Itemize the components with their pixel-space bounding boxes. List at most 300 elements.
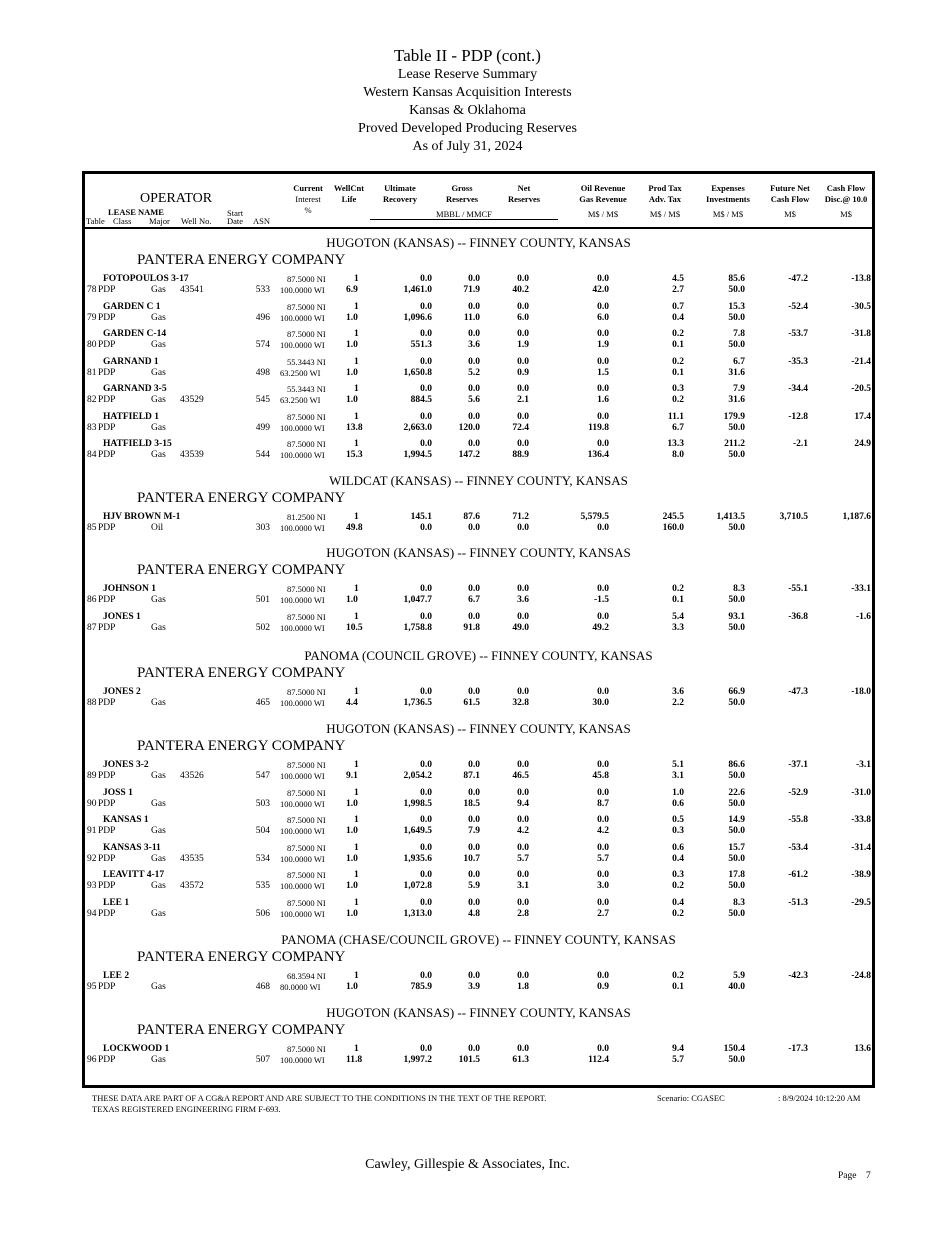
net-reserves-value: 0.0 [517, 1044, 529, 1054]
discounted-cash-flow: -29.5 [851, 897, 871, 908]
net-reserves-value: 0.0 [517, 611, 529, 622]
net-reserves-value: 2.8 [517, 908, 529, 919]
net-reserves-value: 0.0 [517, 411, 529, 422]
discounted-cash-flow: 17.4 [854, 411, 871, 422]
header-divider [82, 227, 875, 229]
discounted-cash-flow: -31.4 [851, 842, 871, 853]
major: Gas [151, 285, 166, 295]
life: 10.5 [346, 622, 363, 633]
tax-value: 0.5 [672, 815, 684, 825]
well-count: 1 [354, 971, 359, 981]
well-number: 43541 [180, 285, 204, 295]
section-heading: HUGOTON (KANSAS) -- FINNEY COUNTY, KANSAS [326, 721, 631, 736]
class: PDP [98, 798, 116, 809]
well-count: 1 [354, 870, 359, 880]
table-number: 83 [87, 422, 97, 433]
revenue-value: 0.0 [597, 760, 609, 770]
tax-value: 5.1 [672, 760, 684, 770]
revenue-value: 1.9 [597, 340, 609, 350]
revenue-value: 0.9 [597, 982, 609, 992]
discounted-cash-flow: -18.0 [851, 687, 871, 697]
discounted-cash-flow: -20.5 [851, 384, 871, 394]
gross-reserves-value: 6.7 [468, 595, 480, 605]
discounted-cash-flow: -30.5 [851, 301, 871, 312]
gross-reserves-value: 0.0 [468, 356, 480, 367]
tax-value: 0.4 [672, 312, 684, 323]
revenue-value: 119.8 [588, 422, 609, 433]
ultimate-recovery-value: 1,461.0 [403, 285, 432, 295]
well-count: 1 [354, 301, 359, 312]
tax-value: 0.2 [672, 395, 684, 405]
life: 1.0 [346, 982, 358, 992]
future-net-cash-flow: 3,710.5 [779, 512, 808, 522]
lease-name: KANSAS 1 [103, 815, 149, 825]
major: Gas [151, 853, 166, 864]
net-interest: 87.5000 NI [287, 274, 326, 284]
ultimate-recovery-value: 2,054.2 [403, 771, 432, 781]
operator-header: OPERATOR [140, 191, 213, 206]
net-reserves-value: 61.3 [512, 1055, 529, 1065]
well-count: 1 [354, 842, 359, 853]
expenses-value: 22.6 [728, 787, 745, 798]
net-reserves-value: 3.6 [517, 595, 529, 605]
ultimate-recovery-value: 0.0 [420, 523, 432, 533]
ultimate-recovery-value: 1,649.5 [403, 826, 432, 836]
revenue-value: 0.0 [597, 971, 609, 981]
lease-name: HATFIELD 3-15 [103, 439, 172, 449]
tax-value: 5.7 [672, 1055, 684, 1065]
ultimate-recovery-value: 1,313.0 [403, 908, 432, 919]
net-reserves-value: 3.1 [517, 881, 529, 891]
asn: 303 [255, 523, 270, 533]
tax-value: 0.7 [672, 301, 684, 312]
well-count: 1 [354, 815, 359, 825]
lease-name: JONES 2 [103, 687, 141, 697]
gross-reserves-header: Gross Reserves [445, 183, 479, 204]
net-reserves-value: 9.4 [517, 798, 529, 809]
ultimate-recovery-value: 1,096.6 [403, 312, 432, 323]
net-reserves-value: 0.0 [517, 971, 529, 981]
current-interest-header: Current Interest % [293, 183, 323, 215]
well-count: 1 [354, 356, 359, 367]
ultimate-recovery-value: 1,758.8 [403, 622, 432, 633]
well-number: 43526 [180, 771, 204, 781]
revenue-value: 0.0 [597, 1044, 609, 1054]
net-reserves-value: 72.4 [512, 422, 529, 433]
expenses-value: 86.6 [728, 760, 745, 770]
future-net-cash-flow: -52.9 [788, 787, 808, 798]
net-interest: 87.5000 NI [287, 439, 326, 449]
ultimate-recovery-value: 0.0 [420, 787, 432, 798]
asn-header: ASN [253, 216, 271, 226]
expenses-value: 50.0 [728, 422, 745, 433]
expenses-value: 50.0 [728, 798, 745, 809]
gross-reserves-value: 7.9 [468, 826, 480, 836]
future-net-cash-flow: -52.4 [788, 301, 808, 312]
asn: 535 [255, 881, 270, 891]
table-number: 80 [87, 340, 97, 350]
net-interest: 87.5000 NI [287, 897, 326, 908]
expenses-investments-header: Expenses Investments M$ / M$ [706, 183, 750, 219]
class: PDP [98, 853, 116, 864]
major: Gas [151, 450, 166, 460]
lease-name: GARNAND 1 [103, 356, 159, 367]
table-number: 92 [87, 853, 97, 864]
working-interest: 80.0000 WI [280, 982, 321, 992]
start-header: Start [227, 208, 244, 218]
life: 1.0 [346, 853, 358, 864]
life: 1.0 [346, 881, 358, 891]
company-name: PANTERA ENERGY COMPANY [137, 490, 346, 506]
working-interest: 100.0000 WI [280, 622, 325, 633]
tax-value: 0.1 [672, 595, 684, 605]
net-reserves-value: 0.0 [517, 815, 529, 825]
class: PDP [98, 698, 116, 708]
revenue-value: 112.4 [588, 1055, 609, 1065]
section-heading: HUGOTON (KANSAS) -- FINNEY COUNTY, KANSAS [326, 1005, 631, 1020]
gross-reserves-value: 147.2 [458, 450, 480, 460]
gross-reserves-value: 0.0 [468, 329, 480, 339]
net-reserves-value: 2.1 [517, 395, 529, 405]
working-interest: 100.0000 WI [280, 595, 325, 605]
life: 1.0 [346, 395, 358, 405]
lease-name: LEE 1 [103, 897, 130, 908]
gross-reserves-value: 0.0 [468, 971, 480, 981]
future-net-cash-flow: -2.1 [792, 439, 808, 449]
header-line: Kansas & Oklahoma [409, 103, 526, 118]
page-number: Page 7 [838, 1171, 871, 1181]
gross-reserves-value: 0.0 [468, 439, 480, 449]
net-interest: 87.5000 NI [287, 329, 326, 339]
table-number: 94 [87, 908, 97, 919]
revenue-value: 49.2 [592, 622, 609, 633]
future-net-cash-flow: -47.3 [788, 687, 808, 697]
expenses-value: 66.9 [728, 687, 745, 697]
expenses-value: 50.0 [728, 853, 745, 864]
report-title: Table II - PDP (cont.) [394, 46, 541, 65]
revenue-value: 5,579.5 [580, 512, 609, 522]
tax-value: 0.2 [672, 971, 684, 981]
life: 1.0 [346, 367, 358, 378]
working-interest: 100.0000 WI [280, 908, 325, 919]
major: Oil [151, 523, 164, 533]
well-number: 43529 [180, 395, 204, 405]
revenue-value: 5.7 [597, 853, 609, 864]
gross-reserves-value: 0.0 [468, 611, 480, 622]
tax-value: 0.6 [672, 798, 684, 809]
expenses-value: 50.0 [728, 826, 745, 836]
class: PDP [98, 826, 116, 836]
ultimate-recovery-value: 1,998.5 [403, 798, 432, 809]
asn: 547 [255, 771, 270, 781]
expenses-value: 5.9 [733, 971, 745, 981]
expenses-value: 7.8 [733, 329, 745, 339]
expenses-value: 50.0 [728, 908, 745, 919]
table-number: 93 [87, 881, 97, 891]
gross-reserves-value: 3.6 [468, 340, 480, 350]
lease-name: JOSS 1 [103, 787, 133, 798]
future-net-cash-flow: -42.3 [788, 971, 808, 981]
life: 1.0 [346, 826, 358, 836]
revenue-value: 6.0 [597, 312, 609, 323]
well-count: 1 [354, 329, 359, 339]
ultimate-recovery-value: 2,663.0 [403, 422, 432, 433]
expenses-value: 85.6 [728, 274, 745, 284]
gross-reserves-value: 18.5 [463, 798, 480, 809]
gross-reserves-value: 101.5 [458, 1055, 480, 1065]
expenses-value: 8.3 [733, 897, 745, 908]
asn: 506 [255, 908, 270, 919]
lease-name: JOHNSON 1 [103, 584, 157, 594]
life: 49.8 [346, 523, 363, 533]
prod-adv-tax-header: Prod Tax Adv. Tax M$ / M$ [648, 183, 682, 219]
ultimate-recovery-value: 0.0 [420, 815, 432, 825]
expenses-value: 1,413.5 [716, 512, 745, 522]
lease-name: FOTOPOULOS 3-17 [103, 274, 189, 284]
net-reserves-value: 0.0 [517, 356, 529, 367]
life: 15.3 [346, 450, 363, 460]
major: Gas [151, 798, 166, 809]
expenses-value: 7.9 [733, 384, 745, 394]
company-name: PANTERA ENERGY COMPANY [137, 738, 346, 754]
tax-value: 2.2 [672, 698, 684, 708]
revenue-value: 0.0 [597, 274, 609, 284]
net-interest: 87.5000 NI [287, 870, 326, 880]
revenue-value: 0.0 [597, 584, 609, 594]
future-net-cash-flow: -34.4 [788, 384, 808, 394]
ultimate-recovery-value: 0.0 [420, 842, 432, 853]
major: Gas [151, 367, 166, 378]
tax-value: 1.0 [672, 787, 684, 798]
firm-registration: TEXAS REGISTERED ENGINEERING FIRM F-693. [92, 1104, 281, 1114]
class-header: Class [113, 216, 132, 226]
gross-reserves-value: 87.6 [463, 512, 480, 522]
tax-value: 245.5 [662, 512, 684, 522]
discounted-cash-flow: 1,187.6 [842, 512, 871, 522]
asn: 468 [255, 982, 270, 992]
class: PDP [98, 523, 116, 533]
ultimate-recovery-value: 0.0 [420, 584, 432, 594]
section-heading: HUGOTON (KANSAS) -- FINNEY COUNTY, KANSAS [326, 235, 631, 250]
working-interest: 100.0000 WI [280, 450, 325, 460]
revenue-value: 0.0 [597, 439, 609, 449]
net-reserves-value: 0.0 [517, 760, 529, 770]
major: Gas [151, 908, 166, 919]
revenue-value: 0.0 [597, 523, 609, 533]
ultimate-recovery-value: 884.5 [410, 395, 432, 405]
gross-reserves-value: 120.0 [458, 422, 480, 433]
company-name: PANTERA ENERGY COMPANY [137, 252, 346, 268]
class: PDP [98, 395, 116, 405]
revenue-value: 1.5 [597, 367, 609, 378]
net-interest: 87.5000 NI [287, 301, 326, 312]
well-count: 1 [354, 384, 359, 394]
net-reserves-value: 88.9 [512, 450, 529, 460]
class: PDP [98, 595, 116, 605]
tax-value: 0.3 [672, 870, 684, 880]
net-reserves-value: 0.0 [517, 787, 529, 798]
expenses-value: 8.3 [733, 584, 745, 594]
working-interest: 100.0000 WI [280, 698, 325, 708]
gross-reserves-value: 0.0 [468, 301, 480, 312]
asn: 533 [255, 285, 270, 295]
company-name: PANTERA ENERGY COMPANY [137, 949, 346, 965]
class: PDP [98, 771, 116, 781]
well-count: 1 [354, 512, 359, 522]
well-count: 1 [354, 611, 359, 622]
expenses-value: 50.0 [728, 523, 745, 533]
class: PDP [98, 340, 116, 350]
major: Gas [151, 622, 166, 633]
table-number: 96 [87, 1055, 97, 1065]
discounted-cash-flow: 24.9 [854, 439, 871, 449]
discounted-cash-flow: -33.8 [851, 815, 871, 825]
class: PDP [98, 982, 116, 992]
net-interest: 87.5000 NI [287, 1044, 326, 1054]
future-net-cash-flow: -12.8 [788, 411, 808, 422]
table-number: 88 [87, 698, 97, 708]
tax-value: 0.2 [672, 584, 684, 594]
expenses-value: 15.3 [728, 301, 745, 312]
working-interest: 63.2500 WI [280, 367, 321, 378]
future-net-cash-flow: -55.8 [788, 815, 808, 825]
major: Gas [151, 422, 166, 433]
major: Gas [151, 982, 166, 992]
net-reserves-value: 1.9 [517, 340, 529, 350]
major: Gas [151, 771, 166, 781]
asn: 534 [255, 853, 270, 864]
net-reserves-value: 6.0 [517, 312, 529, 323]
table-number: 87 [87, 622, 97, 633]
discounted-cash-flow: -21.4 [851, 356, 871, 367]
tax-value: 0.6 [672, 842, 684, 853]
discounted-cash-flow: -33.1 [851, 584, 871, 594]
expenses-value: 40.0 [728, 982, 745, 992]
ultimate-recovery-value: 551.3 [410, 340, 432, 350]
revenue-value: 0.0 [597, 384, 609, 394]
discounted-cash-flow: 13.6 [854, 1044, 871, 1054]
life: 13.8 [346, 422, 363, 433]
table-number: 81 [87, 367, 97, 378]
net-reserves-value: 0.0 [517, 687, 529, 697]
gross-reserves-value: 61.5 [463, 698, 480, 708]
net-reserves-value: 40.2 [512, 285, 529, 295]
lease-name: JONES 3-2 [103, 760, 149, 770]
gross-reserves-value: 0.0 [468, 274, 480, 284]
ultimate-recovery-value: 0.0 [420, 301, 432, 312]
expenses-value: 17.8 [728, 870, 745, 880]
well-count: 1 [354, 897, 359, 908]
discounted-cash-flow: -38.9 [851, 870, 871, 880]
ultimate-recovery-value: 0.0 [420, 329, 432, 339]
table-header: Table [86, 216, 105, 226]
revenue-value: 45.8 [592, 771, 609, 781]
table-number: 95 [87, 982, 97, 992]
major: Gas [151, 881, 166, 891]
major-header: Major [149, 216, 170, 226]
cash-flow-disc-header: Cash Flow Disc.@ 10.0 M$ [824, 183, 868, 219]
working-interest: 100.0000 WI [280, 798, 325, 809]
asn: 465 [255, 698, 270, 708]
tax-value: 0.2 [672, 908, 684, 919]
life: 1.0 [346, 312, 358, 323]
revenue-value: 8.7 [597, 798, 609, 809]
net-interest: 87.5000 NI [287, 842, 326, 853]
gross-reserves-value: 4.8 [468, 908, 480, 919]
net-reserves-value: 0.0 [517, 870, 529, 880]
net-reserves-value: 46.5 [512, 771, 529, 781]
net-interest: 68.3594 NI [287, 971, 326, 981]
expenses-value: 50.0 [728, 450, 745, 460]
class: PDP [98, 367, 116, 378]
class: PDP [98, 1055, 116, 1065]
ultimate-recovery-value: 1,994.5 [403, 450, 432, 460]
ultimate-recovery-value: 1,935.6 [403, 853, 432, 864]
revenue-value: 2.7 [597, 908, 609, 919]
revenue-value: 1.6 [597, 395, 609, 405]
net-reserves-header: Net Reserves [507, 183, 541, 204]
well-count: 1 [354, 584, 359, 594]
gross-reserves-value: 0.0 [468, 815, 480, 825]
working-interest: 100.0000 WI [280, 853, 325, 864]
expenses-value: 6.7 [733, 356, 745, 367]
expenses-value: 31.6 [728, 395, 745, 405]
major: Gas [151, 698, 166, 708]
header-line: As of July 31, 2024 [412, 139, 523, 154]
tax-value: 0.3 [672, 826, 684, 836]
expenses-value: 50.0 [728, 1055, 745, 1065]
ultimate-recovery-value: 1,997.2 [403, 1055, 432, 1065]
ultimate-recovery-value: 1,047.7 [403, 595, 432, 605]
working-interest: 100.0000 WI [280, 826, 325, 836]
net-reserves-value: 0.0 [517, 842, 529, 853]
lease-name: LEE 2 [103, 971, 130, 981]
ultimate-recovery-value: 0.0 [420, 611, 432, 622]
lease-name: KANSAS 3-11 [103, 842, 161, 853]
tax-value: 0.1 [672, 982, 684, 992]
ultimate-recovery-value: 0.0 [420, 274, 432, 284]
tax-value: 9.4 [672, 1044, 684, 1054]
revenue-value: 0.0 [597, 356, 609, 367]
revenue-value: 0.0 [597, 787, 609, 798]
discounted-cash-flow: -13.8 [851, 274, 871, 284]
lease-name: GARNAND 3-5 [103, 384, 167, 394]
revenue-value: 0.0 [597, 897, 609, 908]
gross-reserves-value: 0.0 [468, 787, 480, 798]
net-reserves-value: 0.0 [517, 384, 529, 394]
discounted-cash-flow: -3.1 [855, 760, 871, 770]
future-net-cash-flow: -55.1 [788, 584, 808, 594]
asn: 574 [255, 340, 270, 350]
class: PDP [98, 285, 116, 295]
gross-reserves-value: 0.0 [468, 842, 480, 853]
gross-reserves-value: 5.2 [468, 367, 480, 378]
expenses-value: 50.0 [728, 881, 745, 891]
date-header: Date [227, 216, 244, 226]
units-header: MBBL / MMCF [370, 209, 558, 220]
revenue-value: 0.0 [597, 329, 609, 339]
wellcnt-life-header: WellCnt Life [333, 183, 365, 204]
section-heading: PANOMA (COUNCIL GROVE) -- FINNEY COUNTY, KANSAS [304, 648, 653, 663]
ultimate-recovery-value: 1,072.8 [403, 881, 432, 891]
revenue-value: 0.0 [597, 411, 609, 422]
net-reserves-value: 71.2 [512, 512, 529, 522]
net-reserves-value: 49.0 [512, 622, 529, 633]
revenue-value: 30.0 [592, 698, 609, 708]
future-net-cash-flow: -53.4 [788, 842, 808, 853]
future-net-cash-flow: -47.2 [788, 274, 808, 284]
net-reserves-value: 0.0 [517, 329, 529, 339]
